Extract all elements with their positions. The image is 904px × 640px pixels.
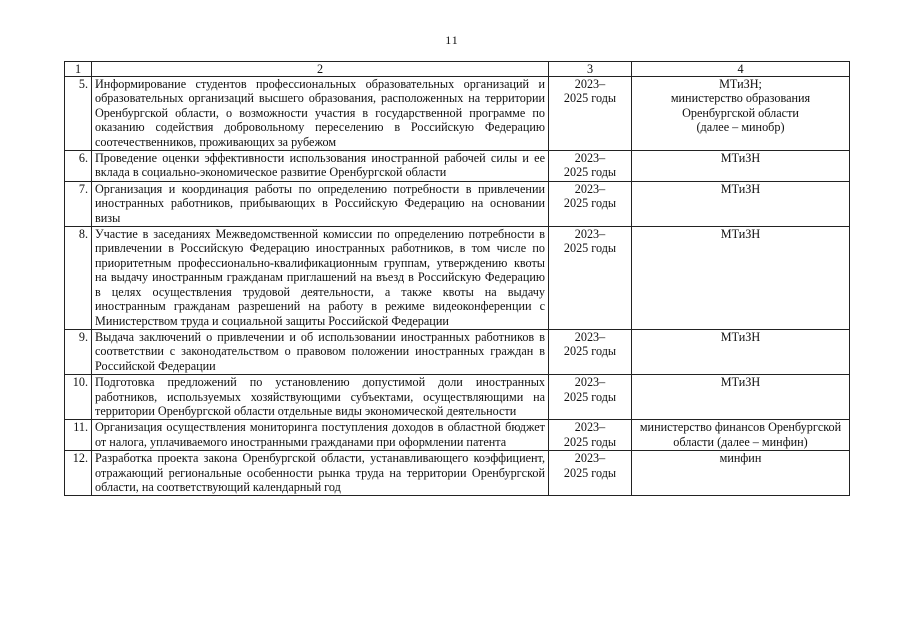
row-years (549, 420, 632, 451)
table-row (65, 151, 850, 182)
table-row (65, 420, 850, 451)
row-description: Организация и координация работы по определению потребности в привлечении иностранных работников, прибывающих в Российскую Федерацию на основании визы (92, 181, 549, 226)
header-col-4: 4 (632, 62, 850, 77)
row-responsible (632, 77, 850, 151)
years-line: 2025 годы (563, 241, 617, 256)
row-responsible (632, 420, 850, 451)
row-description: Выдача заключений о привлечении и об использовании иностранных работников в соответствии с законодательством о правовом положении иностранных граждан в Российской Федерации (92, 329, 549, 374)
row-number: 5. (65, 77, 92, 151)
responsible-line: министерство образования (670, 91, 811, 106)
row-description: Организация осуществления мониторинга поступления доходов в областной бюджет от налога, уплачиваемого иностранными гражданами при оформлении патента (92, 420, 549, 451)
row-number: 7. (65, 181, 92, 226)
row-responsible (632, 181, 850, 226)
row-responsible (632, 451, 850, 496)
table-row (65, 77, 850, 151)
header-col-3: 3 (549, 62, 632, 77)
row-responsible (632, 375, 850, 420)
row-years (549, 329, 632, 374)
row-years (549, 375, 632, 420)
table-row (65, 451, 850, 496)
responsible-line: (далее – минобр) (696, 120, 785, 135)
years-line: 2025 годы (563, 196, 617, 211)
years-line: 2023– (574, 227, 606, 242)
responsible-line: МТиЗН (720, 329, 761, 344)
row-years (549, 227, 632, 330)
years-line: 2025 годы (563, 389, 617, 404)
row-description: Подготовка предложений по установлению допустимой доли иностранных работников, используемых хозяйствующими субъектами, осуществляющими на территории Оренбургской области отдельные виды экономической деятельности (92, 375, 549, 420)
header-col-1: 1 (65, 62, 92, 77)
row-number: 6. (65, 151, 92, 182)
years-line: 2023– (574, 420, 606, 435)
row-number: 12. (65, 451, 92, 496)
years-line: 2023– (574, 375, 606, 390)
years-line: 2025 годы (563, 465, 617, 480)
page-number: 11 (445, 33, 459, 47)
row-responsible (632, 227, 850, 330)
row-number: 11. (65, 420, 92, 451)
years-line: 2023– (574, 451, 606, 466)
row-responsible (632, 329, 850, 374)
table-row (65, 375, 850, 420)
responsible-line: МТиЗН; (719, 77, 762, 91)
row-responsible (632, 151, 850, 182)
table-row (65, 329, 850, 374)
row-number: 10. (65, 375, 92, 420)
years-line: 2025 годы (563, 91, 617, 106)
row-number: 8. (65, 227, 92, 330)
header-col-2: 2 (92, 62, 549, 77)
years-line: 2025 годы (563, 344, 617, 359)
responsible-line: МТиЗН (720, 375, 761, 390)
row-description: Информирование студентов профессиональных образовательных организаций и образовательных организаций высшего образования, расположенных на территории Оренбургской области, о возможности участия в государственной программе по оказанию содействия добровольному переселению в Российскую Федерацию соотечественников, проживающих за рубежом (92, 77, 549, 151)
years-line: 2025 годы (563, 434, 617, 449)
responsible-line: МТиЗН (720, 181, 761, 196)
responsible-line: МТиЗН (720, 151, 761, 166)
responsible-line: области (далее – минфин) (673, 434, 808, 449)
years-line: 2023– (574, 329, 606, 344)
row-description: Разработка проекта закона Оренбургской области, устанавливающего коэффициент, отражающий региональные особенности рынка труда на территории Оренбургской области, на соответствующий календарный год (92, 451, 549, 496)
responsible-line: МТиЗН (720, 227, 761, 242)
responsible-line: министерство финансов Оренбургской (639, 420, 842, 435)
row-years (549, 77, 632, 151)
responsible-line: минфин (719, 451, 762, 466)
years-line: 2023– (574, 181, 606, 196)
table-row (65, 181, 850, 226)
years-line: 2025 годы (563, 165, 617, 180)
responsible-line: Оренбургской области (682, 105, 799, 120)
row-years (549, 151, 632, 182)
measures-table (64, 61, 850, 496)
row-years (549, 181, 632, 226)
row-description: Участие в заседаниях Межведомственной комиссии по определению потребности в привлечении в Российскую Федерацию иностранных работников, в том числе по приоритетным профессионально-квалификационным группам, утверждению квоты на выдачу иностранным гражданам приглашений на въезд в Российскую Федерацию в целях осуществления трудовой деятельности, а также квоты на выдачу иностранным гражданам разрешений на работу в режиме видеоконференции с Министерством труда и социальной защиты Российской Федерации (92, 227, 549, 330)
years-line: 2023– (574, 151, 606, 166)
row-number: 9. (65, 329, 92, 374)
table-header-row (65, 62, 850, 77)
years-line: 2023– (574, 77, 606, 91)
table-row (65, 227, 850, 330)
row-description: Проведение оценки эффективности использования иностранной рабочей силы и ее вклада в социально-экономическое развитие Оренбургской области (92, 151, 549, 182)
row-years (549, 451, 632, 496)
